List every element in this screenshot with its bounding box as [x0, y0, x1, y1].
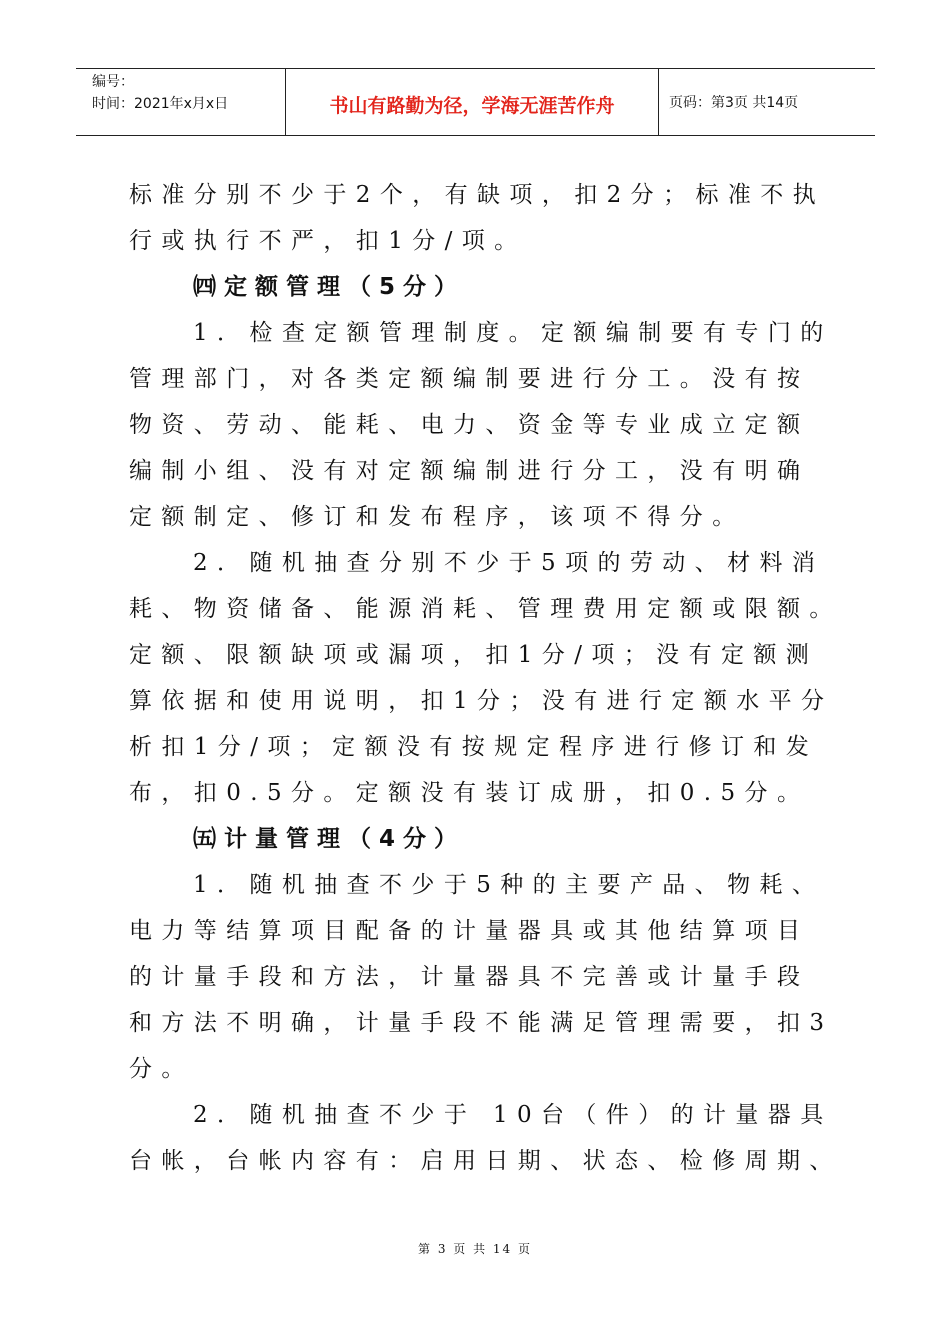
body-line: 和方法不明确，计量手段不能满足管理需要，扣3 — [129, 1010, 834, 1036]
body-line: 2．随机抽查分别不少于5项的劳动、材料消 — [193, 550, 825, 576]
body-line: 1．检查定额管理制度。定额编制要有专门的 — [193, 320, 833, 346]
body-line: 台帐，台帐内容有：启用日期、状态、检修周期、 — [129, 1148, 842, 1174]
document-number-label: 编号： — [92, 74, 134, 90]
body-line: 分。 — [129, 1056, 194, 1082]
body-line: 标准分别不少于2个，有缺项，扣2分；标准不执 — [129, 182, 826, 208]
body-line: 编制小组、没有对定额编制进行分工，没有明确 — [129, 458, 810, 484]
header-page-cell — [659, 69, 875, 135]
body-line: 1．随机抽查不少于5种的主要产品、物耗、 — [193, 872, 825, 898]
header-meta — [76, 69, 286, 135]
body-line: 布，扣0.5分。定额没有装订成册，扣0.5分。 — [129, 780, 810, 806]
page-header — [76, 68, 875, 136]
body-line: 管理部门，对各类定额编制要进行分工。没有按 — [129, 366, 810, 392]
body-line: 电力等结算项目配备的计量器具或其他结算项目 — [129, 918, 810, 944]
section-heading-quota: ㈣定额管理（5分） — [193, 274, 466, 300]
header-motto-cell — [286, 69, 659, 135]
body-line: 析扣1分/项；定额没有按规定程序进行修订和发 — [129, 734, 819, 760]
document-time-label: 时间：2021年x月x日 — [92, 96, 229, 112]
body-line: 算依据和使用说明，扣1分；没有进行定额水平分 — [129, 688, 834, 714]
document-body — [129, 172, 842, 1184]
body-line: 耗、物资储备、能源消耗、管理费用定额或限额。 — [129, 596, 842, 622]
body-line: 定额制定、修订和发布程序，该项不得分。 — [129, 504, 745, 530]
section-heading-metering: ㈤计量管理（4分） — [193, 826, 466, 852]
body-line: 定额、限额缺项或漏项，扣1分/项；没有定额测 — [129, 642, 819, 668]
body-line: 的计量手段和方法，计量器具不完善或计量手段 — [129, 964, 810, 990]
header-page-label: 页码：第3页 共14页 — [669, 95, 799, 111]
body-line: 2．随机抽查不少于 10台（件）的计量器具 — [193, 1102, 833, 1128]
header-motto: 书山有路勤为径，学海无涯苦作舟 — [329, 94, 615, 117]
page-footer: 第 3 页 共 14 页 — [418, 1242, 532, 1256]
body-line: 行或执行不严，扣1分/项。 — [129, 228, 527, 254]
body-line: 物资、劳动、能耗、电力、资金等专业成立定额 — [129, 412, 810, 438]
